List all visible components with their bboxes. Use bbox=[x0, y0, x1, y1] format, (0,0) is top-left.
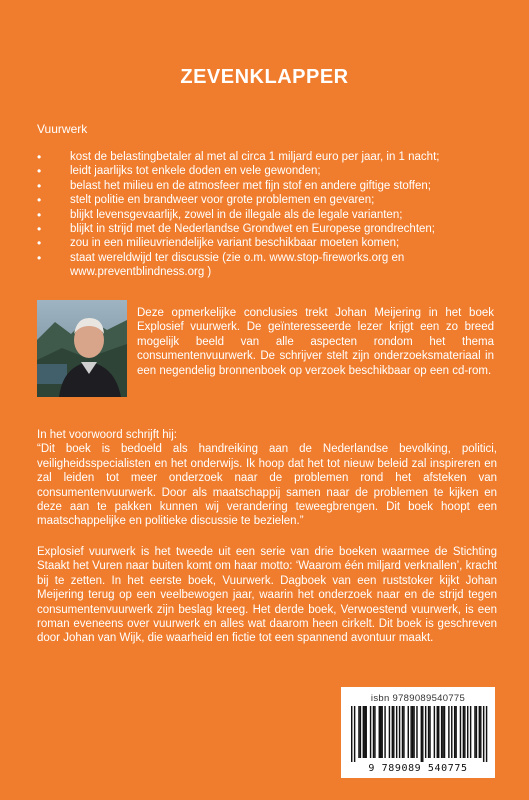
bullet-list bbox=[37, 150, 497, 280]
barcode-digits: 9 789089 540775 bbox=[368, 763, 468, 774]
foreword-lead: In het voorwoord schrijft hij: bbox=[37, 429, 177, 441]
author-photo bbox=[37, 300, 127, 397]
foreword-quote: “Dit boek is bedoeld als handreiking aan de Nederlandse bevolking, politici, veiligheidsspecialisten en het onderwijs. Ik hoop dat het tot nieuw beleid zal inspireren en zal leiden tot meer onderzoek naar de problemen rond het afsteken van consumentenvuurwerk. Door als maatschappij samen naar de problemen te kijken en deze aan te pakken kunnen wij verandering teweegbrengen. Dit boek hoopt een maatschappelijke en politieke discussie te bezielen.” bbox=[37, 443, 497, 528]
list-item: • kost de belastingbetaler al met al circa 1 miljard euro per jaar, in 1 nacht; bbox=[37, 150, 497, 164]
book-title: ZEVENKLAPPER bbox=[180, 66, 349, 88]
isbn-label: isbn 9789089540775 bbox=[370, 693, 466, 704]
list-item: • belast het milieu en de atmosfeer met fijn stof en andere giftige stoffen; bbox=[37, 179, 497, 193]
list-item: • blijkt in strijd met de Nederlandse Grondwet en Europese grondrechten; bbox=[37, 222, 497, 236]
intro-paragraph: Deze opmerkelijke conclusies trekt Johan Meijering in het boek Explosief vuurwerk. De geïnteresseerde lezer krijgt een zo breed mogelijk beeld van alle aspecten rondom het thema consumentenvuurwerk. De schrijver stelt zijn onderzoeksmateriaal in een negendelig bronnenboek op verzoek beschikbaar op een cd-rom. bbox=[137, 307, 494, 377]
list-item: • leidt jaarlijks tot enkele doden en vele gewonden; bbox=[37, 164, 497, 178]
section-heading: Vuurwerk bbox=[37, 122, 88, 136]
list-item: • blijkt levensgevaarlijk, zowel in de illegale als de legale varianten; bbox=[37, 208, 497, 222]
list-item: • staat wereldwijd ter discussie (zie o.m. www.stop-fireworks.org en www.preventblindness.org ) bbox=[37, 251, 497, 280]
list-item: • stelt politie en brandweer voor grote problemen en gevaren; bbox=[37, 193, 497, 207]
barcode-icon bbox=[347, 706, 489, 762]
series-paragraph: Explosief vuurwerk is het tweede uit een serie van drie boeken waarmee de Stichting Staakt het Vuren naar buiten komt om haar motto: ‘Waarom één miljard verknallen’, kracht bij te zetten. In het eerste boek, Vuurwerk. Dagboek van een ruststoker kijkt Johan Meijering terug op een veelbewogen jaar, waarin het onderzoek naar en de strijd tegen consumentenvuurwerk zijn beslag kreeg. Het derde boek, Verwoestend vuurwerk, is een roman eveneens over vuurwerk en alles wat daarom heen cirkelt. Dit boek is geschreven door Johan van Wijk, die waarheid en fictie tot een spannend avontuur maakt. bbox=[37, 546, 497, 645]
barcode-block bbox=[341, 687, 495, 778]
list-item: • zou in een milieuvriendelijke variant beschikbaar moeten komen; bbox=[37, 236, 497, 250]
foreword-paragraph bbox=[37, 428, 497, 529]
